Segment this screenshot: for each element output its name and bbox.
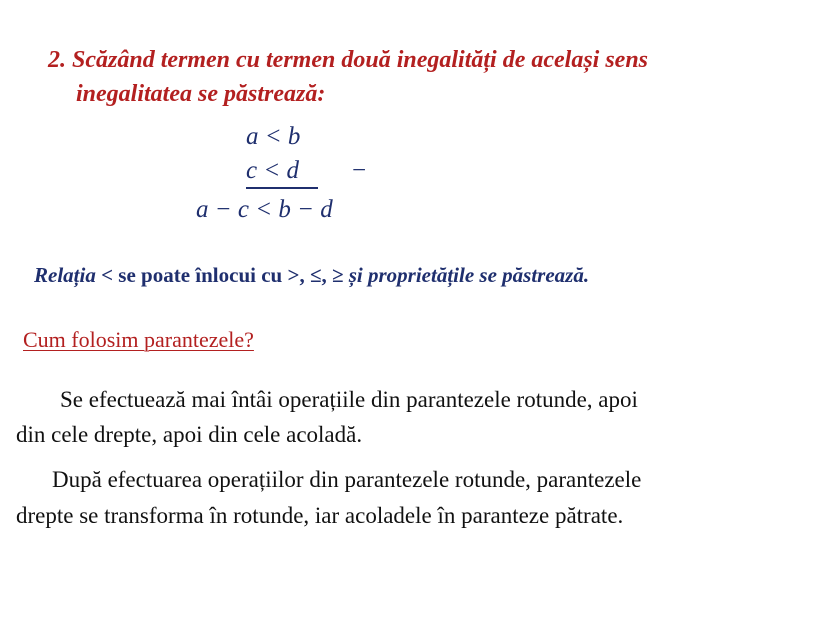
inequality-2: c < d	[246, 157, 299, 184]
paragraph-1-line-1: Se efectuează mai întâi operațiile din parantezele rotunde, apoi	[60, 387, 638, 412]
relation-end: și proprietățile se păstrează.	[348, 263, 590, 287]
question-heading: Cum folosim parantezele?	[23, 327, 254, 352]
paragraph-2-line-2: drepte se transforma în rotunde, iar acoladele în paranteze pătrate.	[16, 503, 624, 528]
relation-word: Relația	[34, 263, 96, 287]
relation-note	[34, 262, 589, 288]
inequality-1: a < b	[246, 123, 301, 150]
rule-title-line-1: 2. Scăzând termen cu termen două inegalități de același sens	[48, 47, 649, 73]
inequality-result: a − c < b − d	[196, 196, 333, 223]
paragraph-2-line-1: După efectuarea operațiilor din parantezele rotunde, parantezele	[52, 467, 642, 492]
paragraph-1-line-2: din cele drepte, apoi din cele acoladă.	[16, 422, 363, 447]
rule-title-line-2: inegalitatea se păstrează:	[76, 81, 326, 107]
subtraction-bar	[246, 187, 318, 189]
minus-sign: −	[352, 157, 367, 184]
relation-middle: < se poate înlocui cu >, ≤, ≥	[95, 263, 349, 287]
